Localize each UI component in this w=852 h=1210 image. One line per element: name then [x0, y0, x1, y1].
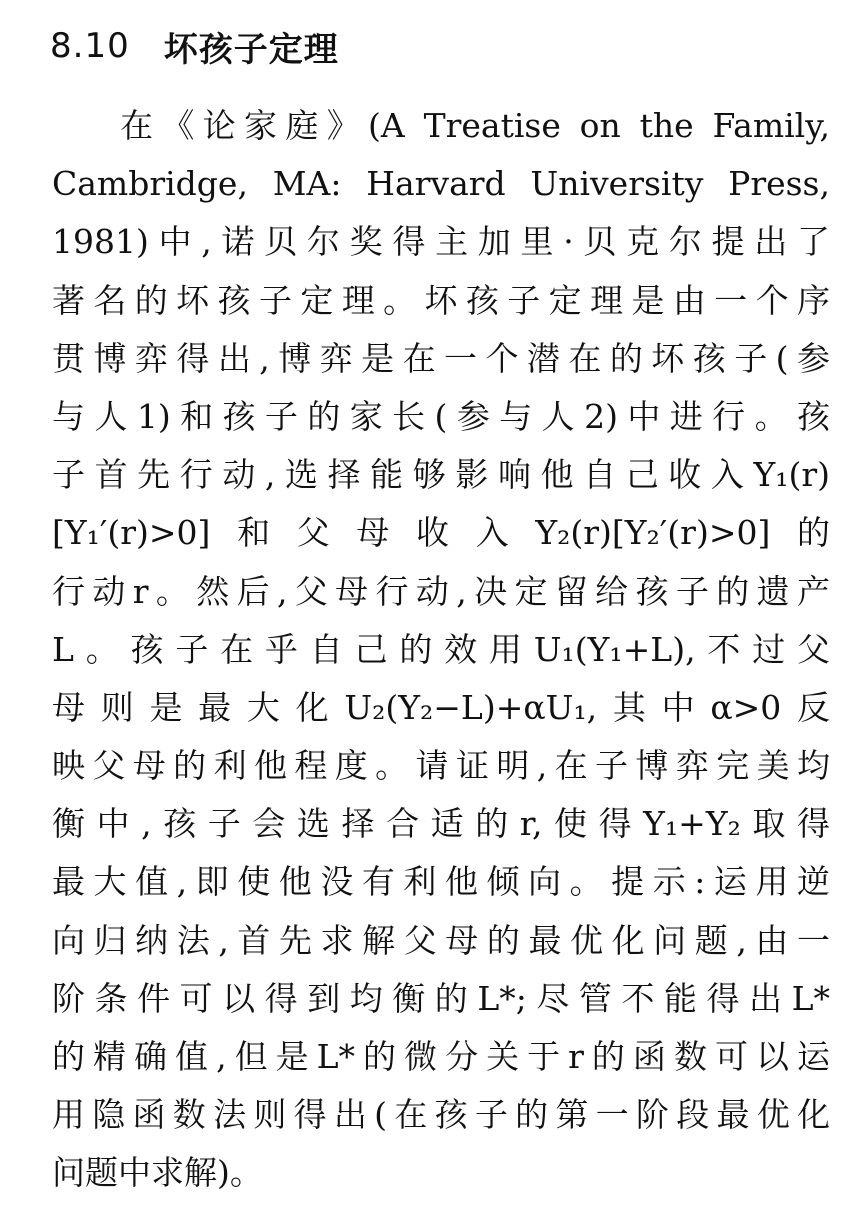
paragraph-line: 阶条件可以得到均衡的L*;尽管不能得出L* — [52, 978, 830, 1018]
paragraph-line: 问题中求解)。 — [52, 1153, 263, 1193]
paragraph-line: 映父母的利他程度。请证明,在子博弈完美均 — [52, 746, 830, 786]
paragraph-line: 衡中,孩子会选择合适的r,使得Y₁+Y₂取得 — [52, 804, 830, 844]
paragraph-line: [Y₁′(r)>0]和父母收入Y₂(r)[Y₂′(r)>0]的 — [52, 513, 830, 553]
paragraph-line: 著名的坏孩子定理。坏孩子定理是由一个序 — [52, 280, 830, 320]
paragraph-line: 在《论家庭》(A Treatise on the Family, — [120, 106, 830, 145]
paragraph-line: 的精确值,但是L*的微分关于r的函数可以运 — [52, 1037, 830, 1076]
section-title: 坏孩子定理 — [163, 29, 339, 70]
exercise-paragraph — [52, 97, 830, 1203]
paragraph-line: 用隐函数法则得出(在孩子的第一阶段最优化 — [52, 1095, 830, 1135]
paragraph-line: 与人1)和孩子的家长(参与人2)中进行。孩 — [52, 396, 830, 436]
paragraph-line: 母则是最大化U₂(Y₂−L)+αU₁,其中α>0反 — [52, 687, 830, 727]
paragraph-line: 子首先行动,选择能够影响他自己收入Y₁(r) — [52, 455, 830, 495]
paragraph-line: 最大值,即使他没有利他倾向。提示:运用逆 — [52, 862, 830, 902]
paragraph-line: Cambridge, MA: Harvard University Press, — [52, 164, 830, 204]
paragraph-line: 贯博弈得出,博弈是在一个潜在的坏孩子(参 — [52, 338, 830, 378]
paragraph-line: 1981)中,诺贝尔奖得主加里·贝克尔提出了 — [52, 222, 830, 262]
paragraph-line: 行动r。然后,父母行动,决定留给孩子的遗产 — [52, 571, 830, 611]
paragraph-line: 向归纳法,首先求解父母的最优化问题,由一 — [52, 920, 830, 960]
section-heading — [50, 18, 339, 74]
section-number: 8.10 — [50, 26, 130, 66]
paragraph-line: L。孩子在乎自己的效用U₁(Y₁+L),不过父 — [52, 629, 830, 669]
